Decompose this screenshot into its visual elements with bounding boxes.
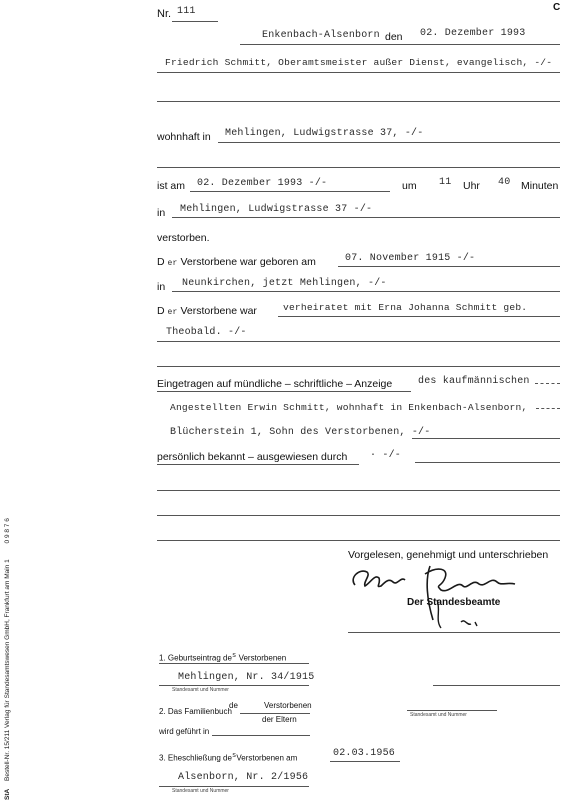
corner-mark: C: [553, 2, 561, 13]
registry-date: 02. Dezember 1993: [420, 28, 526, 39]
death-date: 02. Dezember 1993 -/-: [197, 178, 328, 189]
note1-value: Mehlingen, Nr. 34/1915: [178, 672, 315, 683]
form-code: 0 9 8 7 6: [4, 518, 11, 544]
in-label-death: in: [157, 207, 166, 219]
marital-status-line2: Theobald. -/-: [166, 327, 247, 338]
note3-small: Standesamt und Nummer: [172, 788, 229, 794]
registry-place: Enkenbach-Alsenborn: [262, 30, 380, 41]
ist-am-label: ist am: [157, 180, 186, 192]
note2-eltern: der Eltern: [262, 715, 297, 724]
known-value: · -/-: [370, 450, 402, 461]
informant-line1: des kaufmännischen: [418, 376, 530, 387]
note3-label: 3. Eheschließung $de^sVerstorbenen$ am: [159, 752, 298, 763]
note1-small: Standesamt und Nummer: [172, 687, 229, 693]
marital-label: D er Verstorbene war: [157, 305, 257, 317]
minuten-label: Minuten: [521, 180, 559, 192]
birth-place: Neunkirchen, jetzt Mehlingen, -/-: [182, 278, 387, 289]
note2-wird: wird geführt in: [159, 727, 210, 736]
note2-de: de: [229, 701, 238, 710]
note1-label: 1. Geburtseintrag $de^s$ Verstorbenen: [159, 652, 287, 663]
note2-label: 2. Das Familienbuch: [159, 707, 232, 716]
death-minutes: 40: [498, 177, 511, 188]
closing-statement: Vorgelesen, genehmigt und unterschrieben: [348, 549, 549, 561]
verstorben-label: verstorben.: [157, 232, 210, 244]
official-title: Der Standesbeamte: [407, 597, 501, 608]
report-label: Eingetragen auf mündliche – schriftliche – Anzeige: [157, 378, 393, 390]
publisher-sidebar: [4, 518, 11, 800]
uhr-label: Uhr: [463, 180, 480, 192]
wohnhaft-label: wohnhaft in: [157, 131, 211, 143]
informant-line3: Blücherstein 1, Sohn des Verstorbenen, -/-: [170, 427, 431, 438]
um-label: um: [402, 180, 417, 192]
marital-status-line1: verheiratet mit Erna Johanna Schmitt geb.: [283, 302, 528, 313]
birth-label: D er Verstorbene war geboren am: [157, 256, 316, 268]
note2-small: Standesamt und Nummer: [410, 712, 467, 718]
in-label-birth: in: [157, 281, 166, 293]
informant-line2: Angestellten Erwin Schmitt, wohnhaft in Enkenbach-Alsenborn,: [170, 402, 528, 413]
register-number: 111: [177, 6, 196, 17]
den-label: den: [385, 31, 403, 43]
birth-date: 07. November 1915 -/-: [345, 253, 476, 264]
death-hour: 11: [439, 177, 452, 188]
note3-date: 02.03.1956: [333, 748, 396, 759]
deceased-person-line: Friedrich Schmitt, Oberamtsmeister außer Dienst, evangelisch, -/-: [165, 57, 553, 68]
note2-verstorbenen: Verstorbenen: [264, 701, 312, 710]
residence-value: Mehlingen, Ludwigstrasse 37, -/-: [225, 128, 424, 139]
publisher-logo: StA: [4, 788, 11, 800]
nr-label: Nr.: [157, 8, 172, 20]
note3-value: Alsenborn, Nr. 2/1956: [178, 772, 309, 783]
publisher-text: Bestell-Nr. 15/211 Verlag für Standesamtswesen GmbH, Frankfurt am Main 1: [4, 559, 11, 781]
known-label: persönlich bekannt – ausgewiesen durch: [157, 451, 348, 463]
death-place: Mehlingen, Ludwigstrasse 37 -/-: [180, 204, 373, 215]
